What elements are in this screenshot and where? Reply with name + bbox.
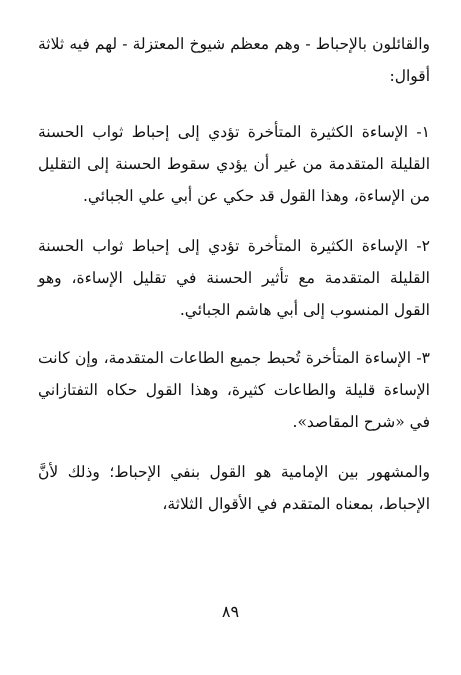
page-number: ٨٩ <box>221 602 240 621</box>
page-body <box>38 28 430 520</box>
opinion-3-paragraph: ٣- الإساءة المتأخرة تُحبط جميع الطاعات المتقدمة، وإن كانت الإساءة قليلة والطاعات كثيرة، وهذا القول حكاه التفتازاني في «شرح المقاصد». <box>38 349 430 431</box>
intro-paragraph: والقائلون بالإحباط - وهم معظم شيوخ المعتزلة - لهم فيه ثلاثة أقوال: <box>38 35 430 85</box>
opinion-1-paragraph: ١- الإساءة الكثيرة المتأخرة تؤدي إلى إحباط ثواب الحسنة القليلة المتقدمة من غير أن يؤدي سقوط الحسنة إلى التقليل من الإساءة، وهذا القول قد حكي عن أبي علي الجبائي. <box>38 123 430 205</box>
opinion-2-paragraph: ٢- الإساءة الكثيرة المتأخرة تؤدي إلى إحباط ثواب الحسنة القليلة المتقدمة مع تأثير الحسنة في تقليل الإساءة، وهو القول المنسوب إلى أبي هاشم الجبائي. <box>38 237 430 319</box>
conclusion-paragraph: والمشهور بين الإمامية هو القول بنفي الإحباط؛ وذلك لأنَّ الإحباط، بمعناه المتقدم في الأقوال الثلاثة، <box>38 463 430 513</box>
